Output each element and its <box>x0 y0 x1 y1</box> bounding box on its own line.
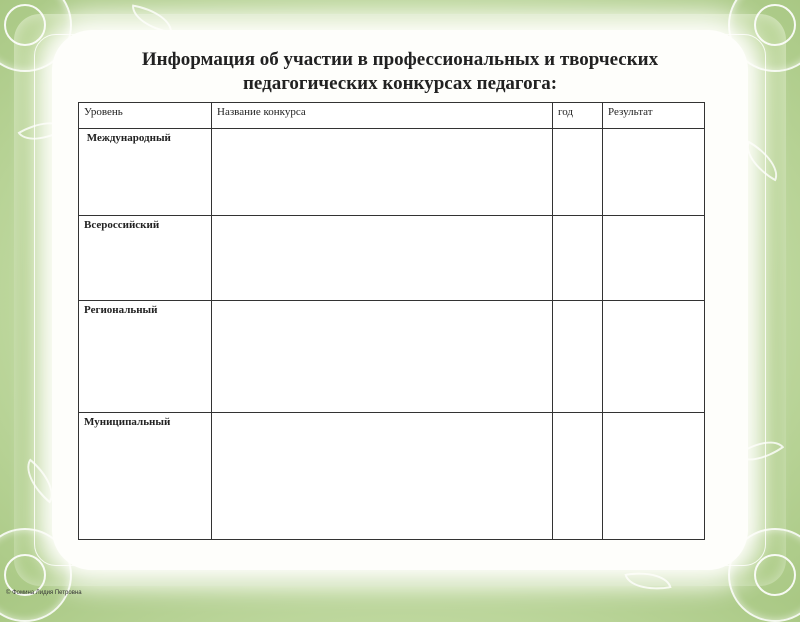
title-line-1: Информация об участии в профессиональных и творческих <box>141 49 659 70</box>
cell-result[interactable] <box>603 216 705 301</box>
cell-year[interactable] <box>553 412 603 539</box>
cell-contest-name[interactable] <box>212 301 553 412</box>
cell-contest-name[interactable] <box>212 129 553 216</box>
page-title <box>80 48 720 96</box>
table-row <box>79 216 705 301</box>
cell-level: Всероссийский <box>79 216 212 301</box>
header-level: Уровень <box>79 103 212 129</box>
cell-result[interactable] <box>603 129 705 216</box>
cell-result[interactable] <box>603 301 705 412</box>
cell-level: Муниципальный <box>79 412 212 539</box>
table-row <box>79 412 705 539</box>
contests-table <box>78 102 705 540</box>
header-contest-name: Название конкурса <box>212 103 553 129</box>
table-header-row <box>79 103 705 129</box>
header-year: год <box>553 103 603 129</box>
cell-level: Региональный <box>79 301 212 412</box>
title-line-2: педагогических конкурсах педагога: <box>242 73 558 94</box>
cell-level: Международный <box>79 129 212 216</box>
table-row <box>79 129 705 216</box>
table-row <box>79 301 705 412</box>
cell-year[interactable] <box>553 301 603 412</box>
header-result: Результат <box>603 103 705 129</box>
cell-year[interactable] <box>553 129 603 216</box>
cell-contest-name[interactable] <box>212 412 553 539</box>
cell-result[interactable] <box>603 412 705 539</box>
cell-contest-name[interactable] <box>212 216 553 301</box>
cell-year[interactable] <box>553 216 603 301</box>
copyright-footer: © Фомина Лидия Петровна <box>6 590 82 596</box>
